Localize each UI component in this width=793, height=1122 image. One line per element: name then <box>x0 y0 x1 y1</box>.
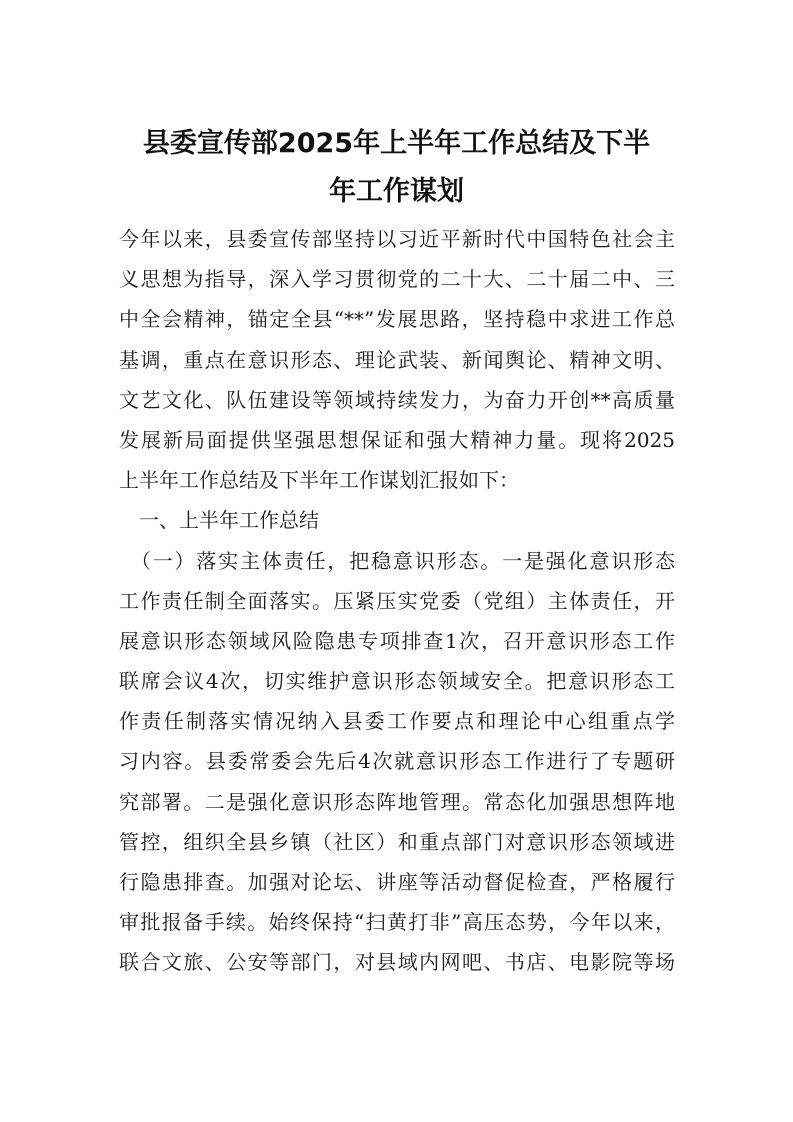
body-line: 义思想为指导，深入学习贯彻党的二十大、二十届二中、三 <box>119 267 675 292</box>
body-line: 上半年工作总结及下半年工作谋划汇报如下： <box>119 468 519 493</box>
body-line: 中全会精神，锚定全县“**”发展思路，坚持稳中求进工作总 <box>119 307 675 332</box>
body-line: 联席会议4次，切实维护意识形态领域安全。把意识形态工 <box>119 669 675 694</box>
body-line: 行隐患排查。加强对论坛、讲座等活动督促检查，严格履行 <box>119 870 675 894</box>
body-line: （一）落实主体责任，把稳意识形态。一是强化意识形态 <box>119 548 675 573</box>
document-title-line-1: 县委宣传部2025年上半年工作总结及下半 <box>142 128 651 159</box>
document-body <box>119 219 675 983</box>
body-line: 文艺文化、队伍建设等领域持续发力，为奋力开创**高质量 <box>119 387 675 412</box>
body-line: 基调，重点在意识形态、理论武装、新闻舆论、精神文明、 <box>119 347 675 372</box>
body-line: 审批报备手续。始终保持“扫黄打非”高压态势，今年以来， <box>119 910 675 935</box>
document-title-line-2: 年工作谋划 <box>329 176 464 207</box>
body-line: 联合文旅、公安等部门，对县域内网吧、书店、电影院等场 <box>119 950 675 975</box>
body-line: 习内容。县委常委会先后4次就意识形态工作进行了专题研 <box>119 749 675 774</box>
body-line: 发展新局面提供坚强思想保证和强大精神力量。现将2025 <box>119 427 675 452</box>
body-line: 一、上半年工作总结 <box>119 508 319 533</box>
body-line: 工作责任制全面落实。压紧压实党委（党组）主体责任，开 <box>119 588 675 613</box>
body-line: 究部署。二是强化意识形态阵地管理。常态化加强思想阵地 <box>119 789 675 814</box>
body-line: 管控，组织全县乡镇（社区）和重点部门对意识形态领域进 <box>119 829 675 854</box>
body-line: 今年以来，县委宣传部坚持以习近平新时代中国特色社会主 <box>119 227 675 251</box>
body-line: 展意识形态领域风险隐患专项排查1次，召开意识形态工作 <box>119 628 675 653</box>
body-line: 作责任制落实情况纳入县委工作要点和理论中心组重点学 <box>119 709 675 734</box>
